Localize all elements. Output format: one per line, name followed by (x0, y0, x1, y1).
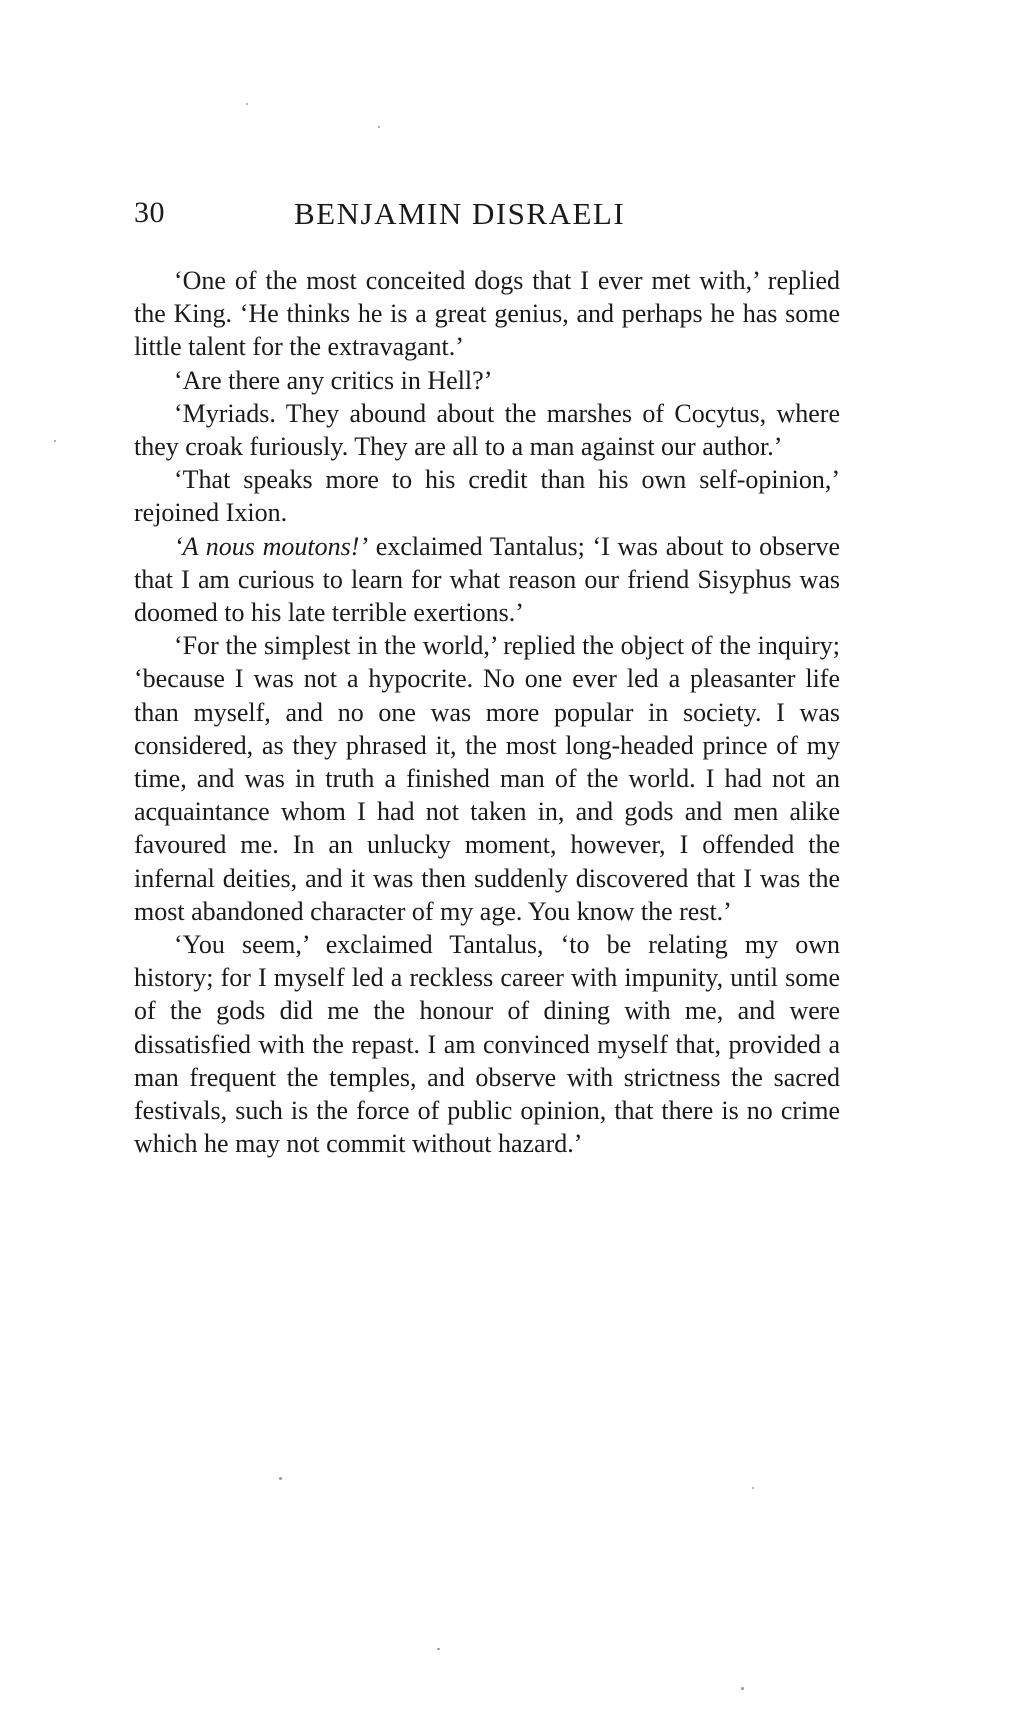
body-text (134, 264, 840, 1160)
paragraph: ‘A nous moutons!’ exclaimed Tantalus; ‘I was about to observe that I am curious to learn for what reason our friend Sisyphus was doomed to his late terrible exertions.’ (134, 531, 840, 628)
paragraph: ‘Are there any critics in Hell?’ (174, 365, 493, 395)
paragraph: ‘Myriads. They abound about the marshes of Cocytus, where they croak furiously. They are all to a man against our author.’ (134, 398, 840, 462)
scan-speck (54, 440, 56, 442)
scan-speck (279, 1477, 282, 1480)
paragraph: ‘For the simplest in the world,’ replied the object of the inquiry; ‘because I was not a hypocrite. No one ever led a pleasanter life than myself, and no one was more popular in society. I was considered, as they phrased it, the most long-headed prince of my time, and was in truth a finished man of the world. I had not an acquaintance whom I had not taken in, and gods and men alike favoured me. In an unlucky moment, however, I offended the infernal deities, and it was then suddenly discovered that I was the most abandoned character of my age. You know the rest.’ (134, 631, 840, 926)
page-number: 30 (134, 196, 165, 229)
scan-speck (741, 1687, 744, 1690)
paragraph: ‘You seem,’ exclaimed Tantalus, ‘to be relating my own history; for I myself led a reckless career with impunity, until some of the gods did me the honour of dining with me, and were dissatisfied with the repast. I am convinced myself that, provided a man frequent the temples, and observe with strictness the sacred festivals, such is the force of public opinion, that there is no crime which he may not commit without hazard.’ (134, 930, 840, 1159)
scan-speck (246, 103, 248, 105)
running-title: BENJAMIN DISRAELI (294, 196, 626, 231)
paragraph: ‘That speaks more to his credit than his own self-opinion,’ rejoined Ixion. (134, 465, 840, 528)
scan-speck (378, 126, 380, 128)
scan-speck (752, 1487, 754, 1489)
scan-speck (437, 1648, 440, 1650)
page-header (134, 196, 840, 236)
paragraph: ‘One of the most conceited dogs that I ever met with,’ replied the King. ‘He thinks he is a great genius, and perhaps he has some little talent for the extravagant.’ (134, 266, 840, 362)
italic-phrase: ‘A nous moutons!’ (174, 531, 369, 561)
